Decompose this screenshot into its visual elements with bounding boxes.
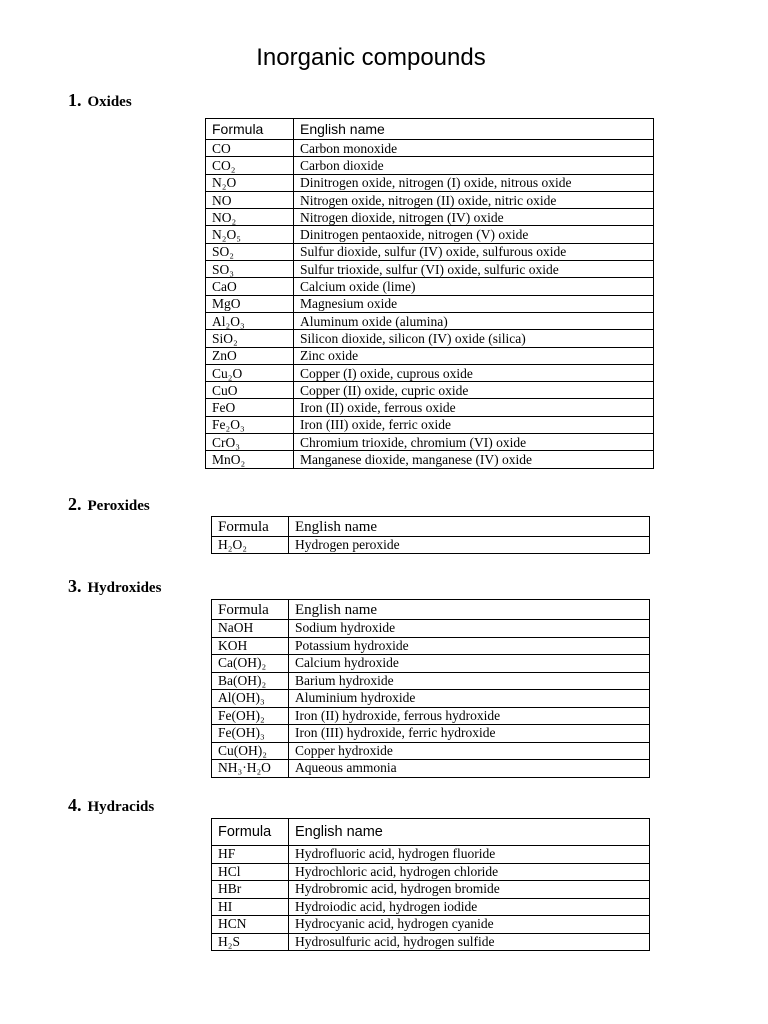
- formula-cell: MnO₂: [206, 451, 294, 468]
- english-name-cell: Hydrosulfuric acid, hydrogen sulfide: [289, 933, 650, 951]
- english-name-cell: Aqueous ammonia: [289, 760, 650, 778]
- table-row: [212, 537, 650, 554]
- english-name-cell: Chromium trioxide, chromium (VI) oxide: [294, 434, 654, 451]
- english-name-cell: Calcium oxide (lime): [294, 278, 654, 295]
- english-name-cell: Carbon dioxide: [294, 157, 654, 174]
- table-row: [206, 382, 654, 399]
- formula-cell: MgO: [206, 295, 294, 312]
- table-row: [206, 451, 654, 468]
- formula-cell: NO: [206, 191, 294, 208]
- table-header-row: [212, 600, 650, 620]
- section-title: Oxides: [87, 94, 132, 110]
- english-name-cell: Hydrogen peroxide: [289, 537, 650, 554]
- table-row: [212, 846, 650, 864]
- table-row: [212, 863, 650, 881]
- hydracids-table: [211, 818, 650, 951]
- table-row: [206, 330, 654, 347]
- table-row: [212, 690, 650, 708]
- section-number: 3.: [68, 576, 82, 596]
- formula-cell: Ca(OH)₂: [212, 655, 289, 673]
- formula-cell: HCN: [212, 916, 289, 934]
- formula-column-header: Formula: [212, 517, 289, 537]
- table-row: [206, 243, 654, 260]
- formula-cell: NaOH: [212, 620, 289, 638]
- oxides-table: [205, 118, 654, 469]
- table-row: [206, 364, 654, 381]
- formula-column-header: Formula: [212, 600, 289, 620]
- formula-cell: Cu₂O: [206, 364, 294, 381]
- table-row: [206, 347, 654, 364]
- english-name-cell: Aluminum oxide (alumina): [294, 312, 654, 329]
- english-name-cell: Hydrofluoric acid, hydrogen fluoride: [289, 846, 650, 864]
- section-title: Hydracids: [87, 799, 155, 815]
- english-name-cell: Nitrogen oxide, nitrogen (II) oxide, nitric oxide: [294, 191, 654, 208]
- formula-cell: H₂S: [212, 933, 289, 951]
- section-number: 2.: [68, 494, 82, 514]
- section-heading-oxides: [68, 90, 132, 111]
- table-row: [206, 434, 654, 451]
- table-row: [212, 742, 650, 760]
- english-name-cell: Copper (II) oxide, cupric oxide: [294, 382, 654, 399]
- formula-cell: ZnO: [206, 347, 294, 364]
- formula-cell: Fe(OH)₃: [212, 725, 289, 743]
- table-header-row: [212, 517, 650, 537]
- section-heading-hydracids: [68, 795, 154, 816]
- page-title: Inorganic compounds: [256, 44, 486, 71]
- table-row: [206, 399, 654, 416]
- table-row: [212, 637, 650, 655]
- formula-cell: N₂O₅: [206, 226, 294, 243]
- table-row: [212, 916, 650, 934]
- table-row: [206, 140, 654, 157]
- formula-cell: Fe₂O₃: [206, 416, 294, 433]
- section-title: Hydroxides: [87, 580, 162, 596]
- english-name-cell: Iron (II) oxide, ferrous oxide: [294, 399, 654, 416]
- english-name-column-header: English name: [289, 517, 650, 537]
- table-row: [212, 655, 650, 673]
- formula-cell: HF: [212, 846, 289, 864]
- table-row: [212, 898, 650, 916]
- english-name-cell: Aluminium hydroxide: [289, 690, 650, 708]
- english-name-cell: Zinc oxide: [294, 347, 654, 364]
- table-row: [206, 157, 654, 174]
- peroxides-table: [211, 516, 650, 554]
- formula-cell: N₂O: [206, 174, 294, 191]
- formula-column-header: Formula: [212, 819, 289, 846]
- table-header-row: [212, 819, 650, 846]
- formula-cell: SO₃: [206, 261, 294, 278]
- english-name-cell: Hydrobromic acid, hydrogen bromide: [289, 881, 650, 899]
- table-row: [212, 620, 650, 638]
- formula-cell: NH₃·H₂O: [212, 760, 289, 778]
- formula-cell: Al₂O₃: [206, 312, 294, 329]
- section-heading-peroxides: [68, 494, 150, 515]
- formula-cell: HI: [212, 898, 289, 916]
- table-row: [212, 881, 650, 899]
- english-name-cell: Magnesium oxide: [294, 295, 654, 312]
- formula-cell: CaO: [206, 278, 294, 295]
- formula-cell: CO: [206, 140, 294, 157]
- formula-cell: Al(OH)₃: [212, 690, 289, 708]
- table-row: [212, 760, 650, 778]
- english-name-cell: Sulfur trioxide, sulfur (VI) oxide, sulfuric oxide: [294, 261, 654, 278]
- table-row: [206, 209, 654, 226]
- english-name-cell: Nitrogen dioxide, nitrogen (IV) oxide: [294, 209, 654, 226]
- formula-cell: CuO: [206, 382, 294, 399]
- formula-column-header: Formula: [206, 119, 294, 140]
- english-name-cell: Dinitrogen oxide, nitrogen (I) oxide, nitrous oxide: [294, 174, 654, 191]
- table-row: [206, 312, 654, 329]
- english-name-cell: Dinitrogen pentaoxide, nitrogen (V) oxide: [294, 226, 654, 243]
- english-name-cell: Iron (III) oxide, ferric oxide: [294, 416, 654, 433]
- english-name-cell: Hydrocyanic acid, hydrogen cyanide: [289, 916, 650, 934]
- formula-cell: Cu(OH)₂: [212, 742, 289, 760]
- english-name-cell: Calcium hydroxide: [289, 655, 650, 673]
- formula-cell: Ba(OH)₂: [212, 672, 289, 690]
- english-name-cell: Barium hydroxide: [289, 672, 650, 690]
- section-number: 1.: [68, 90, 82, 110]
- english-name-cell: Copper (I) oxide, cuprous oxide: [294, 364, 654, 381]
- formula-cell: KOH: [212, 637, 289, 655]
- table-row: [212, 707, 650, 725]
- english-name-cell: Copper hydroxide: [289, 742, 650, 760]
- table-row: [206, 278, 654, 295]
- section-heading-hydroxides: [68, 576, 161, 597]
- formula-cell: SiO₂: [206, 330, 294, 347]
- formula-cell: CO₂: [206, 157, 294, 174]
- english-name-cell: Manganese dioxide, manganese (IV) oxide: [294, 451, 654, 468]
- formula-cell: CrO₃: [206, 434, 294, 451]
- table-row: [206, 295, 654, 312]
- table-row: [206, 416, 654, 433]
- formula-cell: HBr: [212, 881, 289, 899]
- english-name-cell: Hydrochloric acid, hydrogen chloride: [289, 863, 650, 881]
- english-name-cell: Sulfur dioxide, sulfur (IV) oxide, sulfurous oxide: [294, 243, 654, 260]
- english-name-cell: Potassium hydroxide: [289, 637, 650, 655]
- formula-cell: HCl: [212, 863, 289, 881]
- table-header-row: [206, 119, 654, 140]
- formula-cell: SO₂: [206, 243, 294, 260]
- table-row: [206, 261, 654, 278]
- table-row: [206, 191, 654, 208]
- table-row: [206, 174, 654, 191]
- english-name-column-header: English name: [289, 819, 650, 846]
- table-row: [212, 672, 650, 690]
- formula-cell: FeO: [206, 399, 294, 416]
- english-name-cell: Iron (III) hydroxide, ferric hydroxide: [289, 725, 650, 743]
- hydroxides-table: [211, 599, 650, 778]
- formula-cell: NO₂: [206, 209, 294, 226]
- section-number: 4.: [68, 795, 82, 815]
- section-title: Peroxides: [87, 498, 150, 514]
- english-name-column-header: English name: [294, 119, 654, 140]
- english-name-cell: Carbon monoxide: [294, 140, 654, 157]
- table-row: [206, 226, 654, 243]
- english-name-column-header: English name: [289, 600, 650, 620]
- english-name-cell: Iron (II) hydroxide, ferrous hydroxide: [289, 707, 650, 725]
- english-name-cell: Sodium hydroxide: [289, 620, 650, 638]
- formula-cell: H₂O₂: [212, 537, 289, 554]
- english-name-cell: Hydroiodic acid, hydrogen iodide: [289, 898, 650, 916]
- table-row: [212, 933, 650, 951]
- table-row: [212, 725, 650, 743]
- formula-cell: Fe(OH)₂: [212, 707, 289, 725]
- english-name-cell: Silicon dioxide, silicon (IV) oxide (silica): [294, 330, 654, 347]
